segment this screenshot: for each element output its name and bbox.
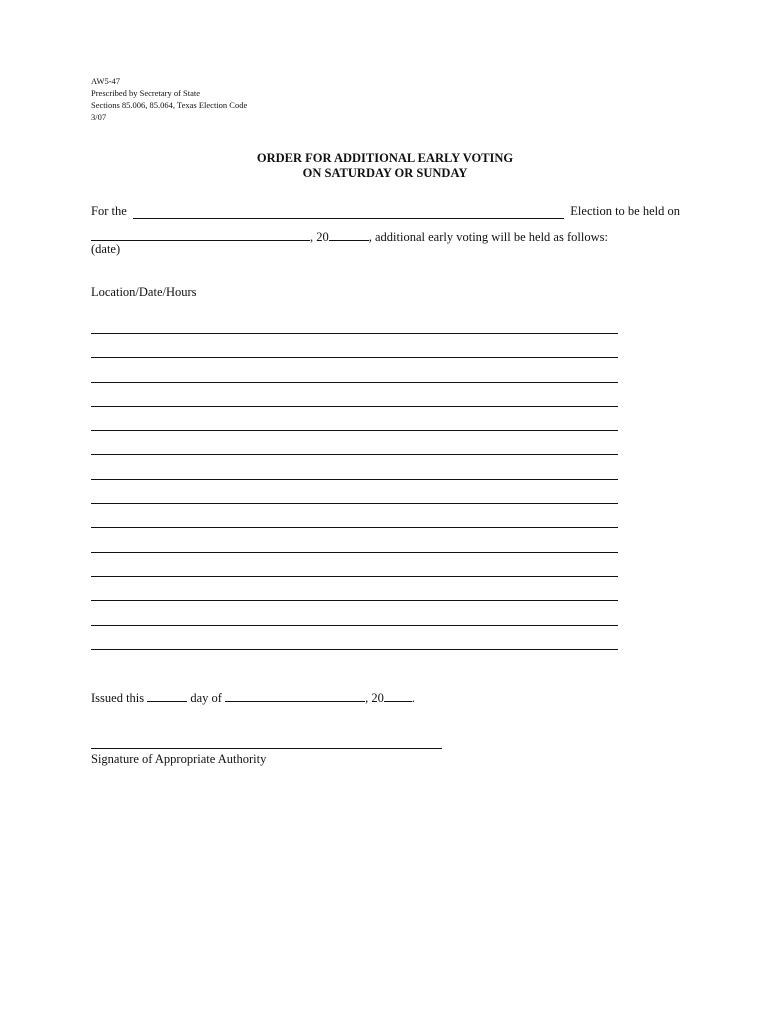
issued-prefix: Issued this: [91, 691, 145, 705]
form-header: [91, 75, 247, 123]
location-entry-line[interactable]: [91, 576, 618, 577]
location-entry-line[interactable]: [91, 527, 618, 528]
issued-year-field[interactable]: [384, 690, 412, 702]
location-entry-line[interactable]: [91, 600, 618, 601]
location-entry-line[interactable]: [91, 454, 618, 455]
location-entry-line[interactable]: [91, 382, 618, 383]
signature-field[interactable]: [91, 748, 442, 749]
location-entry-line[interactable]: [91, 503, 618, 504]
title-line-1: ORDER FOR ADDITIONAL EARLY VOTING: [256, 151, 514, 165]
election-prefix: For the: [91, 204, 127, 218]
location-entry-line[interactable]: [91, 357, 618, 358]
location-lines: [91, 333, 618, 673]
date-caption: (date): [91, 242, 121, 256]
document-title: [0, 151, 770, 181]
election-suffix: Election to be held on: [570, 204, 680, 218]
form-id: AW5-47: [91, 76, 121, 86]
issued-year-prefix: , 20: [365, 691, 384, 705]
issued-day-of: day of: [190, 691, 222, 705]
revision-date: 3/07: [91, 112, 107, 122]
location-entry-line[interactable]: [91, 406, 618, 407]
issued-month-field[interactable]: [225, 690, 365, 702]
date-line: [91, 229, 608, 245]
location-entry-line[interactable]: [91, 430, 618, 431]
location-entry-line[interactable]: [91, 552, 618, 553]
election-name-field[interactable]: [133, 207, 565, 219]
date-line-suffix: , additional early voting will be held as follows:: [368, 230, 608, 244]
location-label: Location/Date/Hours: [91, 285, 197, 299]
prescribed-by: Prescribed by Secretary of State: [91, 88, 201, 98]
title-line-2: ON SATURDAY OR SUNDAY: [302, 166, 468, 180]
issued-end: .: [411, 691, 415, 705]
issued-line: [91, 690, 415, 706]
location-entry-line[interactable]: [91, 333, 618, 334]
code-sections: Sections 85.006, 85.064, Texas Election Code: [91, 100, 248, 110]
location-entry-line[interactable]: [91, 649, 618, 650]
election-date-field[interactable]: [91, 229, 310, 241]
location-entry-line[interactable]: [91, 479, 618, 480]
signature-label: Signature of Appropriate Authority: [91, 752, 267, 766]
issued-day-field[interactable]: [147, 690, 187, 702]
date-year-prefix: , 20: [310, 230, 329, 244]
election-line: [91, 204, 680, 219]
location-entry-line[interactable]: [91, 625, 618, 626]
election-year-field[interactable]: [329, 229, 369, 241]
